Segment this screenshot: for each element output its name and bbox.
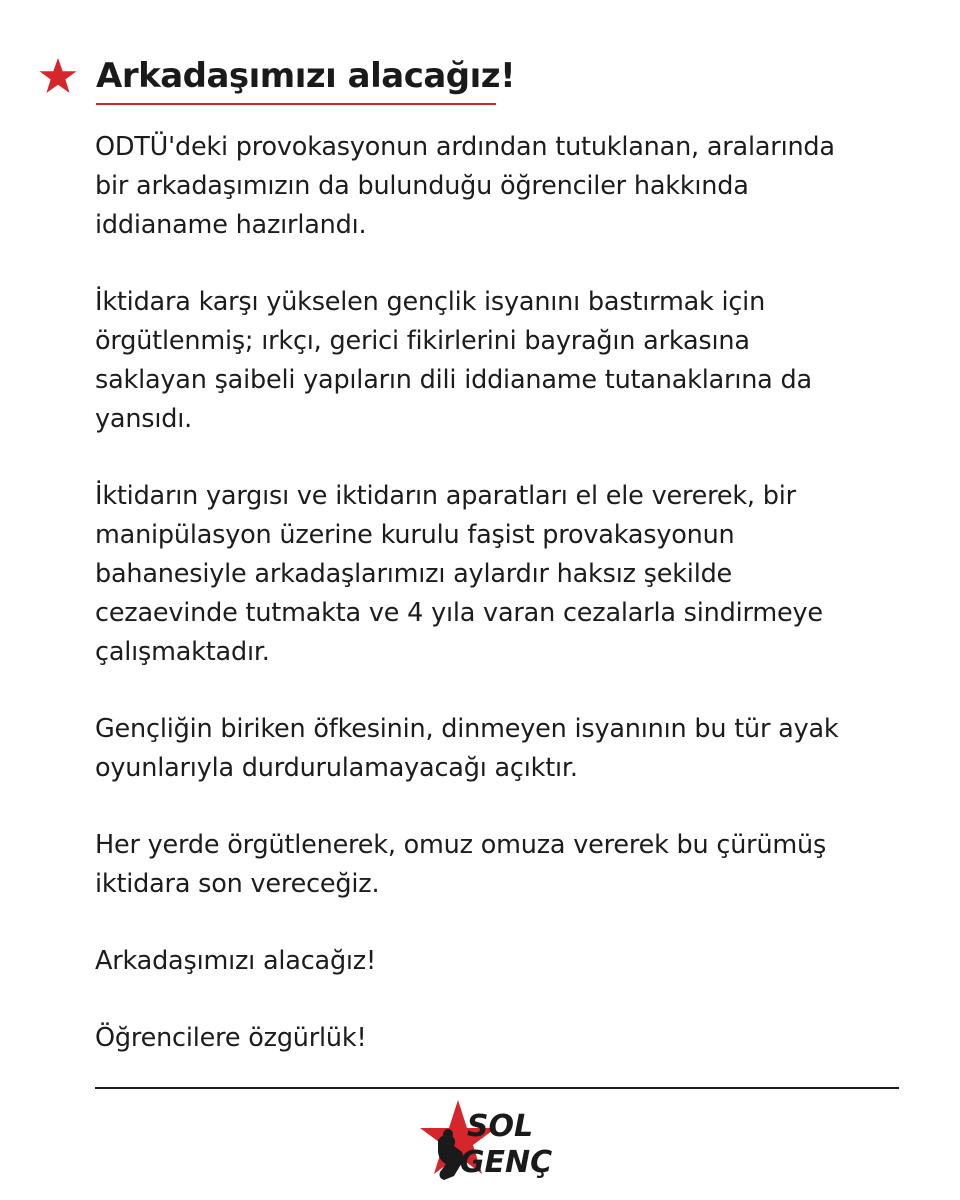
- paragraph-line: yansıdı.: [95, 404, 193, 434]
- paragraph-line: örgütlenmiş; ırkçı, gerici fikirlerini bayrağın arkasına: [95, 326, 750, 356]
- logo-text-bottom: GENÇ: [459, 1145, 552, 1180]
- paragraph-line: ODTÜ'deki provokasyonun ardından tutuklanan, aralarında: [95, 132, 835, 162]
- paragraph-line: çalışmaktadır.: [95, 637, 270, 667]
- paragraph: [95, 283, 905, 439]
- paragraph: [95, 942, 905, 981]
- paragraph-line: Gençliğin biriken öfkesinin, dinmeyen isyanının bu tür ayak: [95, 714, 839, 744]
- paragraph-line: Arkadaşımızı alacağız!: [95, 946, 377, 976]
- paragraph-line: oyunlarıyla durdurulamayacağı açıktır.: [95, 753, 578, 783]
- paragraph-line: iddianame hazırlandı.: [95, 210, 367, 240]
- paragraph: [95, 826, 905, 904]
- paragraph-line: İktidarın yargısı ve iktidarın aparatları el ele vererek, bir: [95, 481, 796, 511]
- paragraph-line: saklayan şaibeli yapıların dili iddianame tutanaklarına da: [95, 365, 812, 395]
- sol-genc-logo: [418, 1100, 552, 1184]
- page-title: Arkadaşımızı alacağız!: [96, 56, 516, 96]
- paragraph-line: İktidara karşı yükselen gençlik isyanını bastırmak için: [95, 287, 766, 317]
- statement-body: [95, 128, 905, 1096]
- paragraph-line: bir arkadaşımızın da bulunduğu öğrenciler hakkında: [95, 171, 749, 201]
- paragraph: [95, 1019, 905, 1058]
- logo-text-top: SOL: [466, 1109, 534, 1144]
- paragraph-line: bahanesiyle arkadaşlarımızı aylardır haksız şekilde: [95, 559, 733, 589]
- title-underline: [96, 103, 496, 105]
- paragraph: [95, 128, 905, 245]
- paragraph: [95, 477, 905, 672]
- paragraph-line: cezaevinde tutmakta ve 4 yıla varan cezalarla sindirmeye: [95, 598, 823, 628]
- paragraph-line: iktidara son vereceğiz.: [95, 869, 380, 899]
- paragraph: [95, 710, 905, 788]
- paragraph-line: Öğrencilere özgürlük!: [95, 1023, 367, 1053]
- star-icon: [38, 56, 78, 96]
- paragraph-line: manipülasyon üzerine kurulu faşist provakasyonun: [95, 520, 735, 550]
- header: [38, 50, 558, 110]
- footer-divider: [95, 1087, 899, 1089]
- paragraph-line: Her yerde örgütlenerek, omuz omuza vererek bu çürümüş: [95, 830, 827, 860]
